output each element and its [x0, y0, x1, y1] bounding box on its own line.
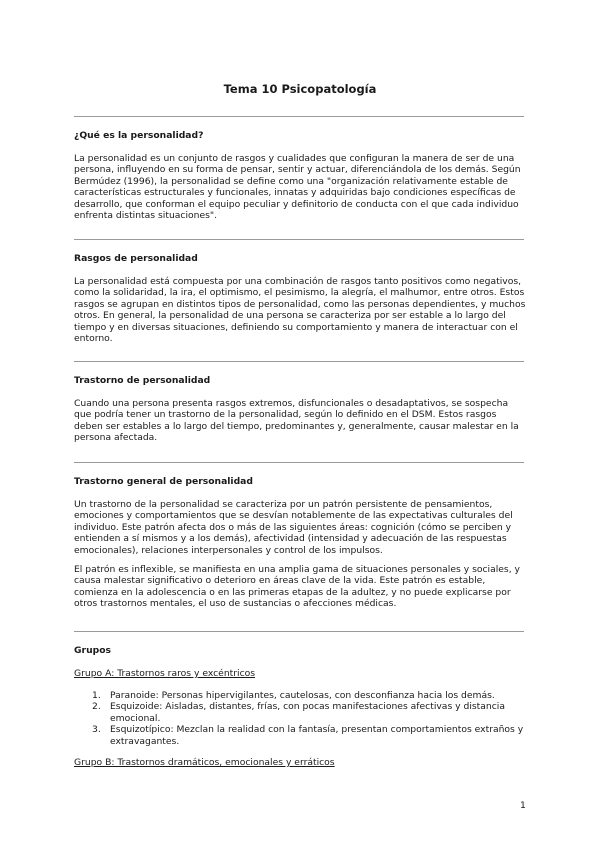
section-paragraph: La personalidad está compuesta por una combinación de rasgos tanto positivos como negativos, como la solidaridad, la ira, el optimismo, el pesimismo, la alegría, el malhumor, entre otros. Estos rasgos se agrupan en distintos tipos de personalidad, como las personas dependientes, y muchos otros. En general, la personalidad de una persona se caracteriza por ser estable a lo largo del tiempo y en diversas situaciones, definiendo su comportamiento y manera de interactuar con el entorno.	[74, 276, 526, 345]
list-item-text: Esquizotípico: Mezclan la realidad con la fantasía, presentan comportamientos extraños y extravagantes.	[110, 724, 524, 747]
section-heading-grupos: Grupos	[74, 645, 111, 656]
divider	[74, 239, 524, 240]
divider	[74, 631, 524, 632]
list-item	[74, 724, 526, 747]
list-item-number: 2.	[92, 701, 101, 713]
section-heading-trastorno: Trastorno de personalidad	[74, 375, 211, 386]
list-item-text: Paranoide: Personas hipervigilantes, cautelosas, con desconfianza hacia los demás.	[110, 690, 495, 701]
section-paragraph: Cuando una persona presenta rasgos extremos, disfuncionales o desadaptativos, se sospecha que podría tener un trastorno de la personalidad, según lo definido en el DSM. Estos rasgos deben ser estables a lo largo del tiempo, predominantes y, generalmente, causar malestar en la persona afectada.	[74, 398, 519, 444]
section-paragraph: La personalidad es un conjunto de rasgos y cualidades que configuran la manera de ser de una persona, influyendo en su forma de pensar, sentir y actuar, diferenciándola de los demás. Según Bermúdez (1996), la personalidad se define como una "organización relativamente estable de características estructurales y funcionales, innatas y adquiridas bajo condiciones específicas de desarrollo, que conforman el equipo peculiar y definitorio de conducta con el que cada individuo enfrenta distintas situaciones".	[74, 153, 521, 222]
group-a-list	[74, 690, 526, 747]
section-paragraph: Un trastorno de la personalidad se caracteriza por un patrón persistente de pensamientos, emociones y comportamientos que se desvían notablemente de las expectativas culturales del individuo. Este patrón afecta dos o más de las siguientes áreas: cognición (cómo se perciben y entienden a sí mismos y a los demás), afectividad (intensidad y adecuación de las respuestas emocionales), relaciones interpersonales y control de los impulsos.	[74, 499, 513, 556]
list-item-number: 1.	[92, 690, 101, 701]
section-paragraph: El patrón es inflexible, se manifiesta en una amplia gama de situaciones personales y sociales, y causa malestar significativo o deterioro en áreas clave de la vida. Este patrón es estable, comienza en la adolescencia o en las primeras etapas de la adultez, y no puede explicarse por otros trastornos mentales, el uso de sustancias o afecciones médicas.	[74, 564, 520, 610]
list-item	[74, 690, 526, 701]
document-title: Tema 10 Psicopatología	[223, 82, 377, 96]
divider	[74, 116, 524, 117]
list-item-text: Esquizoide: Aisladas, distantes, frías, con pocas manifestaciones afectivas y distancia emocional.	[110, 701, 505, 724]
list-item-number: 3.	[92, 724, 101, 736]
group-a-heading: Grupo A: Trastornos raros y excéntricos	[74, 668, 256, 679]
group-b-heading: Grupo B: Trastornos dramáticos, emocionales y erráticos	[74, 757, 335, 768]
section-heading-rasgos: Rasgos de personalidad	[74, 253, 198, 264]
section-heading-trastorno-general: Trastorno general de personalidad	[74, 476, 253, 487]
section-heading-personalidad: ¿Qué es la personalidad?	[74, 130, 204, 141]
page-number: 1	[520, 800, 526, 811]
divider	[74, 361, 524, 362]
list-item	[74, 701, 526, 724]
divider	[74, 462, 524, 463]
